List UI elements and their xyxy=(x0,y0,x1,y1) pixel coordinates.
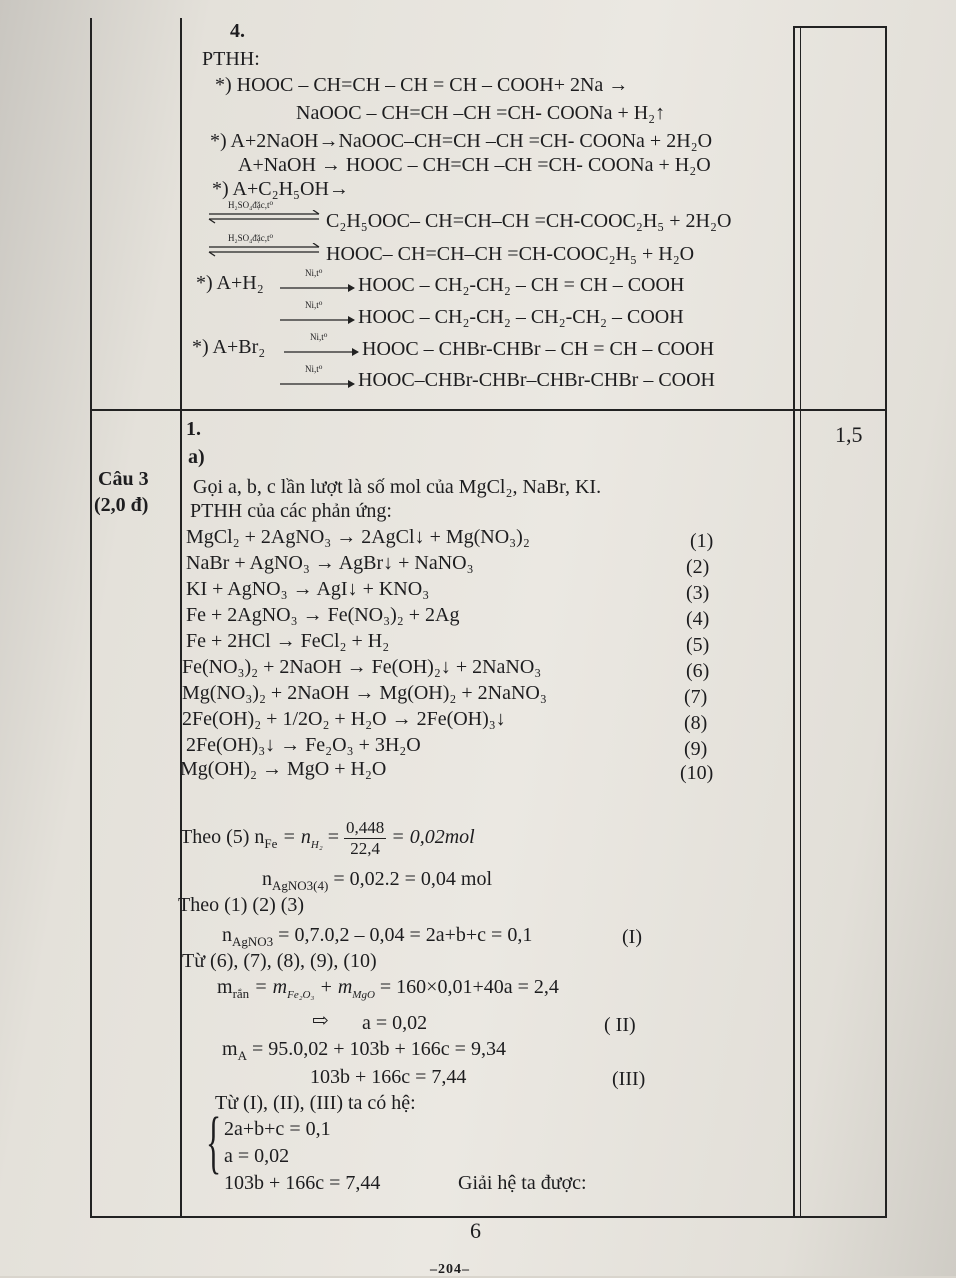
reaction-equation: 2Fe(OH)₃↓ → Fe₂O₃ + 3H₂O xyxy=(186,734,421,756)
arrow-5b xyxy=(280,376,356,386)
tu-6-10: Từ (6), (7), (8), (9), (10) xyxy=(182,950,377,972)
arrow-right-icon xyxy=(280,379,356,389)
reaction-number: (8) xyxy=(684,712,708,734)
n-symbol: n xyxy=(222,924,232,946)
arrow-right-icon xyxy=(280,283,356,293)
n-agno3-4-sub: AgNO3(4) xyxy=(272,878,329,893)
reaction-equation: Fe(NO₃)₂ + 2NaOH → Fe(OH)₂↓ + 2NaNO₃ xyxy=(182,656,542,678)
table-border-bottom xyxy=(90,1216,887,1218)
arrow-5a xyxy=(284,344,360,354)
reaction-equation: 2Fe(OH)₂ + 1/2O₂ + H₂O → 2Fe(OH)₃↓ xyxy=(182,708,506,730)
label-II: ( II) xyxy=(604,1014,636,1036)
section-1-heading: 1. xyxy=(186,418,201,440)
m-ran-equation xyxy=(217,976,559,1002)
reaction-2a: *) A+2NaOH→NaOOC–CH=CH –CH =CH- COONa + 2H₂O xyxy=(210,130,713,152)
m-fe2o3-sub: Fe₂O₃ xyxy=(287,989,315,1001)
reaction-number: (4) xyxy=(686,608,710,630)
result-arrow-icon: ⇨ xyxy=(312,1010,329,1032)
system-eq-3: 103b + 166c = 7,44 xyxy=(224,1172,381,1194)
reaction-equation: Mg(OH)₂ → MgO + H₂O xyxy=(180,758,387,780)
part-a-label: a) xyxy=(188,446,205,468)
n-agno3-4 xyxy=(262,868,492,894)
condition-label-ni-1: Ni,t⁰ xyxy=(305,268,323,278)
m-ran-value: = 160×0,01+40a = 2,4 xyxy=(374,976,559,998)
reaction-number: (9) xyxy=(684,738,708,760)
reaction-3c: HOOC– CH=CH–CH =CH-COOC₂H₅ + H₂O xyxy=(326,243,695,265)
equilibrium-arrow-icon xyxy=(205,243,323,257)
m-symbol: m xyxy=(217,976,233,998)
intro-text: Gọi a, b, c lần lượt là số mol của MgCl₂, NaBr, KI. xyxy=(193,476,602,498)
system-eq-2: a = 0,02 xyxy=(224,1145,290,1167)
system-brace-icon: { xyxy=(206,1104,222,1181)
n-agno3-value: = 0,7.0,2 – 0,04 = 2a+b+c = 0,1 xyxy=(273,924,533,946)
theo5-result: = 0,02mol xyxy=(386,826,475,849)
reaction-5-left: *) A+Br₂ xyxy=(192,336,266,358)
theo5-equation xyxy=(180,818,475,859)
solve-label: Giải hệ ta được: xyxy=(458,1172,587,1194)
arrow-right-icon xyxy=(280,315,356,325)
reaction-5a: HOOC – CHBr-CHBr – CH = CH – COOH xyxy=(362,338,715,360)
table-top-right xyxy=(793,26,887,28)
reaction-4b: HOOC – CH₂-CH₂ – CH₂-CH₂ – COOH xyxy=(358,306,684,328)
n-agno3 xyxy=(222,924,532,950)
equation-III: 103b + 166c = 7,44 xyxy=(310,1066,467,1088)
theo5-text: Theo (5) n xyxy=(180,826,265,849)
condition-label-ni-4: Ni,t⁰ xyxy=(305,364,323,374)
reaction-2b: A+NaOH → HOOC – CH=CH –CH =CH- COONa + H₂O xyxy=(238,154,711,176)
condition-label-ni-3: Ni,t⁰ xyxy=(310,332,328,342)
question-label: Câu 3 xyxy=(98,468,149,490)
fraction-numerator: 0,448 xyxy=(345,818,385,837)
m-ran-sub: rắn xyxy=(232,986,250,1001)
page-number: 6 xyxy=(470,1218,481,1243)
equilibrium-arrow-2 xyxy=(205,243,323,257)
reaction-1b: NaOOC – CH=CH –CH =CH- COONa + H₂↑ xyxy=(296,102,666,124)
reaction-number: (10) xyxy=(680,762,714,784)
condition-label-2: H₂SO₄đặc,t⁰ xyxy=(228,233,274,243)
m-mgo-sub: MgO xyxy=(352,989,375,1001)
n-agno3-sub: AgNO3 xyxy=(232,934,274,949)
m-a-sub: A xyxy=(237,1048,247,1063)
theo-123: Theo (1) (2) (3) xyxy=(178,894,305,916)
reaction-4-left: *) A+H₂ xyxy=(196,272,264,294)
reaction-equation: Fe + 2AgNO₃ → Fe(NO₃)₂ + 2Ag xyxy=(186,604,460,626)
reaction-3b: C₂H₅OOC– CH=CH–CH =CH-COOC₂H₅ + 2H₂O xyxy=(326,210,732,232)
reaction-number: (6) xyxy=(686,660,710,682)
n-symbol: n xyxy=(262,868,272,890)
equilibrium-arrow-icon xyxy=(205,210,323,224)
reaction-equation: NaBr + AgNO₃ → AgBr↓ + NaNO₃ xyxy=(186,552,474,574)
condition-label-1: H₂SO₄đặc,t⁰ xyxy=(228,200,274,210)
m-symbol: m xyxy=(222,1038,238,1060)
reaction-number: (3) xyxy=(686,582,710,604)
table-border-left xyxy=(90,18,92,1218)
reaction-equation: KI + AgNO₃ → AgI↓ + KNO₃ xyxy=(186,578,430,600)
equilibrium-arrow-1 xyxy=(205,210,323,224)
fraction xyxy=(344,818,386,859)
arrow-right-icon xyxy=(284,347,360,357)
fraction-denominator: 22,4 xyxy=(350,839,380,858)
theo5-sub-h2: H₂ xyxy=(310,839,323,852)
col-sep-3 xyxy=(800,26,801,1218)
table-border-right xyxy=(885,28,887,1218)
col-sep-2 xyxy=(793,26,795,1218)
question-points: (2,0 đ) xyxy=(94,494,149,516)
system-eq-1: 2a+b+c = 0,1 xyxy=(224,1118,331,1140)
col-sep-1 xyxy=(180,18,182,1218)
theo5-mid: = n xyxy=(277,826,311,849)
row-sep xyxy=(90,409,887,411)
reaction-number: (1) xyxy=(690,530,714,552)
label-I: (I) xyxy=(622,926,642,948)
system-intro: Từ (I), (II), (III) ta có hệ: xyxy=(215,1092,416,1114)
pthh-label: PTHH: xyxy=(202,48,260,70)
score-value: 1,5 xyxy=(835,422,863,447)
m-a-value: = 95.0,02 + 103b + 166c = 9,34 xyxy=(246,1038,506,1060)
a-value: a = 0,02 xyxy=(362,1012,428,1034)
reaction-number: (2) xyxy=(686,556,710,578)
reaction-4a: HOOC – CH₂-CH₂ – CH = CH – COOH xyxy=(358,274,685,296)
label-III: (III) xyxy=(612,1068,646,1090)
reaction-3a: *) A+C₂H₅OH→ xyxy=(212,178,349,200)
arrow-4a xyxy=(280,280,356,290)
pthh-reactions-label: PTHH của các phản ứng: xyxy=(190,500,392,522)
reaction-equation: Fe + 2HCl → FeCl₂ + H₂ xyxy=(186,630,390,652)
m-ran-eq: = m xyxy=(249,976,288,998)
reaction-5b: HOOC–CHBr-CHBr–CHBr-CHBr – COOH xyxy=(358,369,715,391)
theo5-eq: = xyxy=(322,826,344,849)
arrow-4b xyxy=(280,312,356,322)
m-plus: + m xyxy=(314,976,353,998)
theo5-sub-fe: Fe xyxy=(264,836,278,852)
reaction-1a: *) HOOC – CH=CH – CH = CH – COOH+ 2Na → xyxy=(215,74,629,96)
reaction-number: (5) xyxy=(686,634,710,656)
m-a-equation xyxy=(222,1038,506,1064)
n-agno3-4-value: = 0,02.2 = 0,04 mol xyxy=(328,868,492,890)
reaction-number: (7) xyxy=(684,686,708,708)
reaction-equation: MgCl₂ + 2AgNO₃ → 2AgCl↓ + Mg(NO₃)₂ xyxy=(186,526,530,548)
footer-page: –204– xyxy=(430,1262,470,1277)
condition-label-ni-2: Ni,t⁰ xyxy=(305,300,323,310)
section-4-heading: 4. xyxy=(230,20,245,42)
reaction-equation: Mg(NO₃)₂ + 2NaOH → Mg(OH)₂ + 2NaNO₃ xyxy=(182,682,547,704)
